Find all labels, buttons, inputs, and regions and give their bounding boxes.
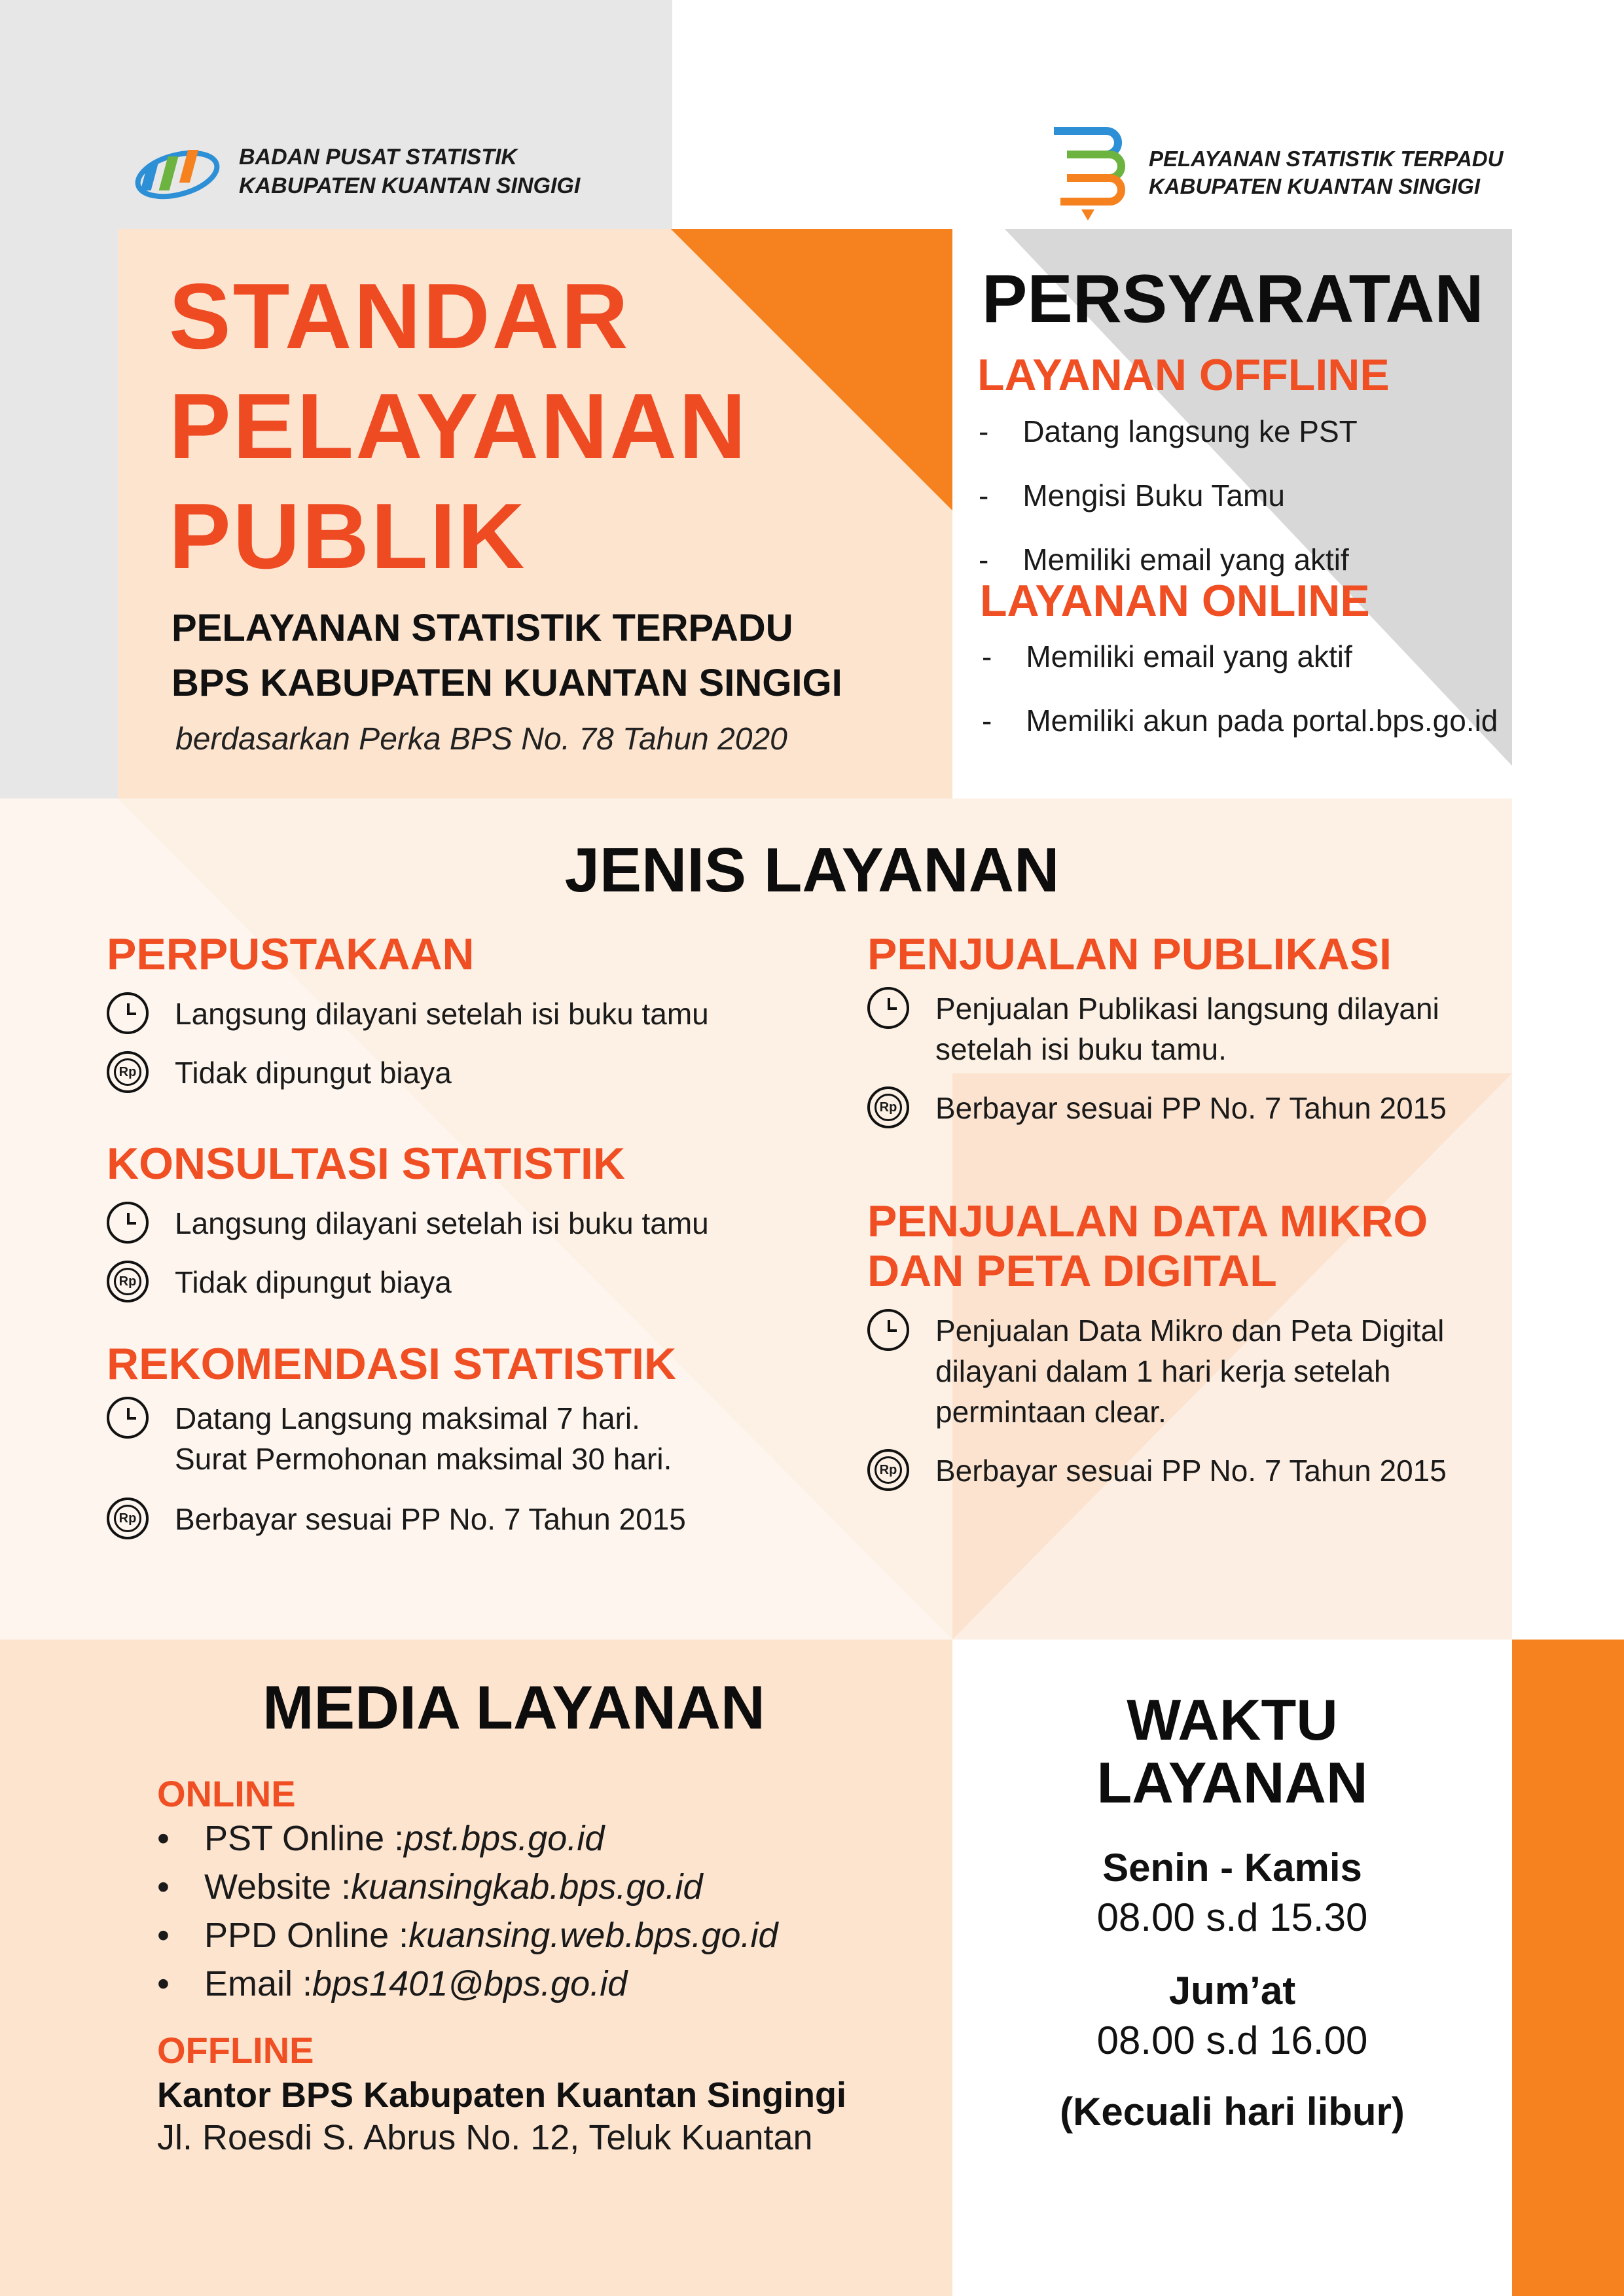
jenis-title: JENIS LAYANAN <box>564 835 1060 905</box>
online-item: - Memiliki email yang aktif <box>982 639 1352 673</box>
persyaratan-title: PERSYARATAN <box>982 261 1484 337</box>
media-online-item: • Website : kuansingkab.bps.go.id <box>157 1867 703 1907</box>
publikasi-cost: Rp Berbayar sesuai PP No. 7 Tahun 2015 <box>867 1088 1587 1128</box>
perpustakaan-time: Langsung dilayani setelah isi buku tamu <box>107 994 859 1034</box>
hero-title-line1: STANDAR <box>169 264 630 368</box>
rupiah-icon: Rp <box>107 1261 149 1302</box>
media-online-list <box>157 1814 778 2008</box>
clock-icon <box>867 1309 909 1351</box>
media-title: MEDIA LAYANAN <box>262 1673 765 1742</box>
media-office: Kantor BPS Kabupaten Kuantan Singingi <box>157 2075 847 2115</box>
konsultasi-time: Langsung dilayani setelah isi buku tamu <box>107 1203 859 1244</box>
rekomendasi-cost: Rp Berbayar sesuai PP No. 7 Tahun 2015 <box>107 1499 859 1539</box>
hero-subtitle-line2: BPS KABUPATEN KUANTAN SINGIGI <box>171 662 842 704</box>
pst-org-line2: KABUPATEN KUANTAN SINGIGI <box>1149 174 1480 198</box>
rupiah-icon: Rp <box>107 1051 149 1093</box>
konsultasi-cost: Rp Tidak dipungut biaya <box>107 1262 859 1302</box>
offline-item: - Memiliki email yang aktif <box>979 543 1349 577</box>
pst-org-name <box>1149 145 1503 200</box>
mikro-cost: Rp Berbayar sesuai PP No. 7 Tahun 2015 <box>867 1450 1587 1491</box>
hero-title-line3: PUBLIK <box>169 484 527 588</box>
offline-item: - Datang langsung ke PST <box>979 414 1358 448</box>
clock-icon <box>107 992 149 1034</box>
online-item: - Memiliki akun pada portal.bps.go.id <box>982 704 1498 738</box>
media-online-item: • PST Online : pst.bps.go.id <box>157 1819 605 1858</box>
clock-icon <box>107 1202 149 1244</box>
pst-logo-icon <box>1047 121 1132 229</box>
mikro-time: Penjualan Data Mikro dan Peta Digital dilayani dalam 1 hari kerja setelah permintaan clear. <box>867 1310 1587 1432</box>
rekomendasi-title: REKOMENDASI STATISTIK <box>107 1339 677 1389</box>
waktu-day1: Senin - Kamis <box>1102 1846 1362 1890</box>
publikasi-title: PENJUALAN PUBLIKASI <box>867 929 1392 979</box>
media-online-item: • PPD Online : kuansing.web.bps.go.id <box>157 1916 778 1955</box>
offline-item: - Mengisi Buku Tamu <box>979 478 1285 512</box>
online-list <box>982 639 1498 767</box>
media-offline-title: OFFLINE <box>157 2030 314 2071</box>
rekomendasi-time: Datang Langsung maksimal 7 hari. Surat Permohonan maksimal 30 hari. <box>107 1398 859 1479</box>
hero-title-line2: PELAYANAN <box>169 374 748 478</box>
perpustakaan-cost: Rp Tidak dipungut biaya <box>107 1052 859 1093</box>
bg-orange-right-strip <box>1512 1640 1624 2296</box>
rupiah-icon: Rp <box>867 1086 909 1128</box>
rupiah-icon: Rp <box>107 1498 149 1539</box>
clock-icon <box>107 1397 149 1439</box>
bps-org-name <box>239 143 580 200</box>
waktu-time2: 08.00 s.d 16.00 <box>1096 2018 1368 2062</box>
waktu-day2: Jum’at <box>1168 1969 1296 2013</box>
media-online-title: ONLINE <box>157 1773 296 1814</box>
bps-logo-icon <box>134 141 226 206</box>
waktu-note: (Kecuali hari libur) <box>1060 2090 1405 2134</box>
hero-title <box>169 262 748 592</box>
online-title: LAYANAN ONLINE <box>980 576 1370 626</box>
perpustakaan-title: PERPUSTAKAAN <box>107 929 475 979</box>
bps-org-line2: KABUPATEN KUANTAN SINGIGI <box>239 173 581 198</box>
waktu-title: WAKTU LAYANAN <box>1096 1687 1368 1815</box>
konsultasi-title: KONSULTASI STATISTIK <box>107 1139 626 1189</box>
pst-logo <box>1047 121 1132 229</box>
mikro-title: PENJUALAN DATA MIKRO DAN PETA DIGITAL <box>867 1196 1428 1296</box>
media-address: Jl. Roesdi S. Abrus No. 12, Teluk Kuantan <box>157 2118 813 2157</box>
hero-basis: berdasarkan Perka BPS No. 78 Tahun 2020 <box>175 722 787 757</box>
bps-logo <box>134 141 226 206</box>
media-online-item: • Email : bps1401@bps.go.id <box>157 1964 628 2003</box>
jenis-left-column <box>107 929 859 1558</box>
offline-title: LAYANAN OFFLINE <box>977 350 1390 400</box>
hero-subtitle <box>171 601 842 711</box>
pst-org-line1: PELAYANAN STATISTIK TERPADU <box>1149 147 1504 171</box>
clock-icon <box>867 987 909 1029</box>
waktu-panel <box>952 1689 1512 2134</box>
waktu-time1: 08.00 s.d 15.30 <box>1096 1895 1368 1939</box>
jenis-right-column <box>867 929 1587 1509</box>
publikasi-time: Penjualan Publikasi langsung dilayani setelah isi buku tamu. <box>867 988 1587 1069</box>
bps-org-line1: BADAN PUSAT STATISTIK <box>239 145 517 170</box>
rupiah-icon: Rp <box>867 1449 909 1491</box>
hero-subtitle-line1: PELAYANAN STATISTIK TERPADU <box>171 607 793 649</box>
